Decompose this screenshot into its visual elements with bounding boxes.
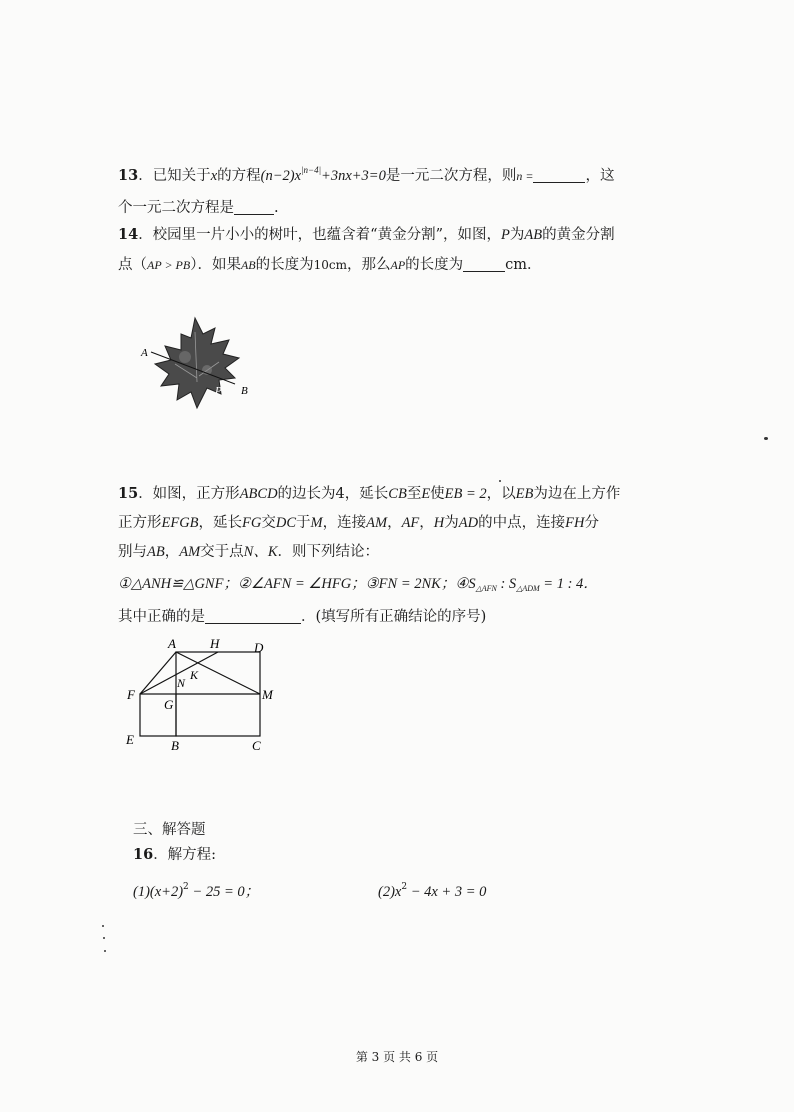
q15-text: 的边长为 xyxy=(277,486,336,502)
q13-equation-rest: +3nx+3=0 xyxy=(321,168,386,184)
q13-text: ，这 xyxy=(585,168,615,184)
q15-conclusion-4: = 1 : 4． xyxy=(539,576,598,592)
q15-var: DC xyxy=(275,515,297,531)
q15-conclusion-3: ③FN = 2NK； xyxy=(365,576,456,592)
q15-text: 正方形 xyxy=(118,515,162,531)
scan-speck xyxy=(104,950,106,952)
q14-condition: AP > PB xyxy=(147,258,191,272)
q14-text: ，那么 xyxy=(347,257,391,273)
q14-unit: cm． xyxy=(505,257,542,273)
q15-var: ABCD xyxy=(239,486,278,502)
q15-var: FH xyxy=(565,515,585,531)
q15-text: ，延长 xyxy=(198,515,243,531)
q16-title xyxy=(133,845,216,865)
q15-answer-line xyxy=(118,607,486,627)
q14-label-A: A xyxy=(141,347,148,359)
q14-leaf-figure xyxy=(135,312,265,422)
q15-conclusion-2: ②∠AFN = ∠HFG； xyxy=(237,576,366,592)
q13-text: ．已知关于 xyxy=(138,168,211,184)
q15-side: 4 xyxy=(335,486,345,502)
q13-line1 xyxy=(118,160,614,186)
q15-var: FG xyxy=(242,515,262,531)
q16-part1-eq-rest: − 25 = 0； xyxy=(188,884,260,900)
label-E: E xyxy=(126,732,134,747)
q15-conclusion-4-sub1: △AFN xyxy=(475,584,497,593)
q15-conclusions xyxy=(118,574,598,599)
q13-n-eq: n = xyxy=(516,169,534,183)
section-heading: 三、解答题 xyxy=(133,822,206,838)
q13-text: 是一元二次方程，则 xyxy=(385,168,517,184)
q15-text: 使 xyxy=(430,486,445,502)
q15-var: M xyxy=(310,515,323,531)
q16-part2-eq-rest: − 4x + 3 = 0 xyxy=(407,884,487,900)
q15-conclusion-4: ④S xyxy=(455,576,476,592)
q16-part1 xyxy=(133,877,259,902)
line-AF xyxy=(140,652,176,694)
q15-text: 于 xyxy=(296,515,311,531)
scan-speck xyxy=(103,937,105,939)
q14-text: ）．如果 xyxy=(190,257,241,273)
q14-line2 xyxy=(118,255,542,275)
q15-number: 15 xyxy=(118,485,139,502)
q14-var: P xyxy=(501,227,510,243)
label-C: C xyxy=(252,738,261,753)
q14-text: 为 xyxy=(509,227,525,243)
q15-blank[interactable] xyxy=(205,609,301,624)
q14-line1 xyxy=(118,225,615,245)
q15-var: AM xyxy=(179,544,201,560)
q15-text: 其中正确的是 xyxy=(118,609,205,625)
q14-label-P: P xyxy=(215,385,222,397)
q15-text: 的中点，连接 xyxy=(478,515,566,531)
q15-text: 别与 xyxy=(118,544,147,560)
q13-exponent: |n−4| xyxy=(301,165,322,175)
q15-var: AM xyxy=(366,515,388,531)
q13-number: 13 xyxy=(118,167,139,184)
q14-text: 的长度为 xyxy=(405,257,464,273)
label-G: G xyxy=(164,697,174,712)
q15-text: ， xyxy=(164,544,180,560)
q15-var: EB xyxy=(515,486,534,502)
q16-part2-eq: (2)x xyxy=(378,884,402,900)
q15-text: 至 xyxy=(406,486,422,502)
q15-text: ．(填写所有正确结论的序号) xyxy=(301,609,487,625)
q15-text: 交于点 xyxy=(200,544,244,560)
q14-number: 14 xyxy=(118,226,139,243)
q15-text: ，连接 xyxy=(322,515,367,531)
scan-speck xyxy=(499,480,501,482)
q14-text: 的长度为 xyxy=(255,257,314,273)
q16-text: ．解方程: xyxy=(153,847,217,863)
q13-text: . xyxy=(274,200,279,216)
q15-geometry-figure xyxy=(120,632,280,757)
q15-text: 为边在上方作 xyxy=(533,486,621,502)
q15-conclusion-1: ①△ANH≌△GNF； xyxy=(118,576,238,592)
label-N: N xyxy=(177,676,186,690)
q14-label-B: B xyxy=(241,385,248,397)
label-D: D xyxy=(254,640,264,655)
q13-var-x: x xyxy=(210,168,218,184)
q15-conclusion-4: : S xyxy=(496,576,517,592)
label-A: A xyxy=(168,636,176,651)
q16-part1-eq: (1)(x+2) xyxy=(133,884,184,900)
q15-text: 交 xyxy=(261,515,276,531)
q15-var: E xyxy=(421,486,431,502)
page-footer: 第 3 页 共 6 页 xyxy=(355,1050,439,1064)
q15-line2 xyxy=(118,513,599,533)
q14-var: AB xyxy=(524,227,543,243)
q14-text: 的黄金分割 xyxy=(542,227,615,243)
q15-text: ，以 xyxy=(486,486,516,502)
q15-line3 xyxy=(118,542,379,562)
q13-text: 个一元二次方程是 xyxy=(118,200,234,216)
label-B: B xyxy=(171,738,179,753)
q16-part1-exp: 2 xyxy=(183,882,189,892)
q15-text: ， xyxy=(387,515,402,531)
q16-number: 16 xyxy=(133,846,154,863)
line-AM xyxy=(176,652,260,694)
q14-text: 点（ xyxy=(118,257,147,273)
q14-var: AB xyxy=(240,258,256,272)
q15-line1 xyxy=(118,484,620,504)
q14-var: AP xyxy=(390,258,406,272)
q13-blank-n[interactable] xyxy=(533,168,585,183)
q16-part2 xyxy=(378,877,486,902)
q15-text: ．如图，正方形 xyxy=(138,486,240,502)
q15-conclusion-4-sub2: △ADM xyxy=(516,584,540,593)
q15-text: 分 xyxy=(584,515,599,531)
scan-speck xyxy=(102,925,104,927)
q15-text: ，延长 xyxy=(344,486,389,502)
q14-text: ．校园里一片小小的树叶，也蕴含着“黄金分割”，如图， xyxy=(138,227,502,243)
q14-length: 10cm xyxy=(313,258,347,272)
q13-blank-equation[interactable] xyxy=(234,200,274,215)
q15-var: AF xyxy=(401,515,420,531)
q13-line2 xyxy=(118,198,279,218)
q15-var: AD xyxy=(458,515,479,531)
q15-var: N、K xyxy=(243,544,278,560)
label-H: H xyxy=(210,636,220,651)
q16-part2-exp: 2 xyxy=(401,882,408,892)
q15-var: EB = 2 xyxy=(444,486,487,502)
q14-blank[interactable] xyxy=(463,257,505,272)
q15-text: ， xyxy=(419,515,434,531)
q15-var: CB xyxy=(388,486,407,502)
q15-text: ．则下列结论： xyxy=(277,544,379,560)
scan-speck xyxy=(764,437,768,440)
q15-var: AB xyxy=(147,544,165,560)
q13-equation: (n−2)x xyxy=(260,168,302,184)
label-M: M xyxy=(262,687,273,702)
label-F: F xyxy=(127,687,135,702)
maple-leaf-image xyxy=(155,318,239,408)
q15-text: 为 xyxy=(444,515,459,531)
q15-var: H xyxy=(433,515,445,531)
label-K: K xyxy=(190,668,199,682)
q15-var: EFGB xyxy=(161,515,199,531)
q13-text: 的方程 xyxy=(217,168,261,184)
